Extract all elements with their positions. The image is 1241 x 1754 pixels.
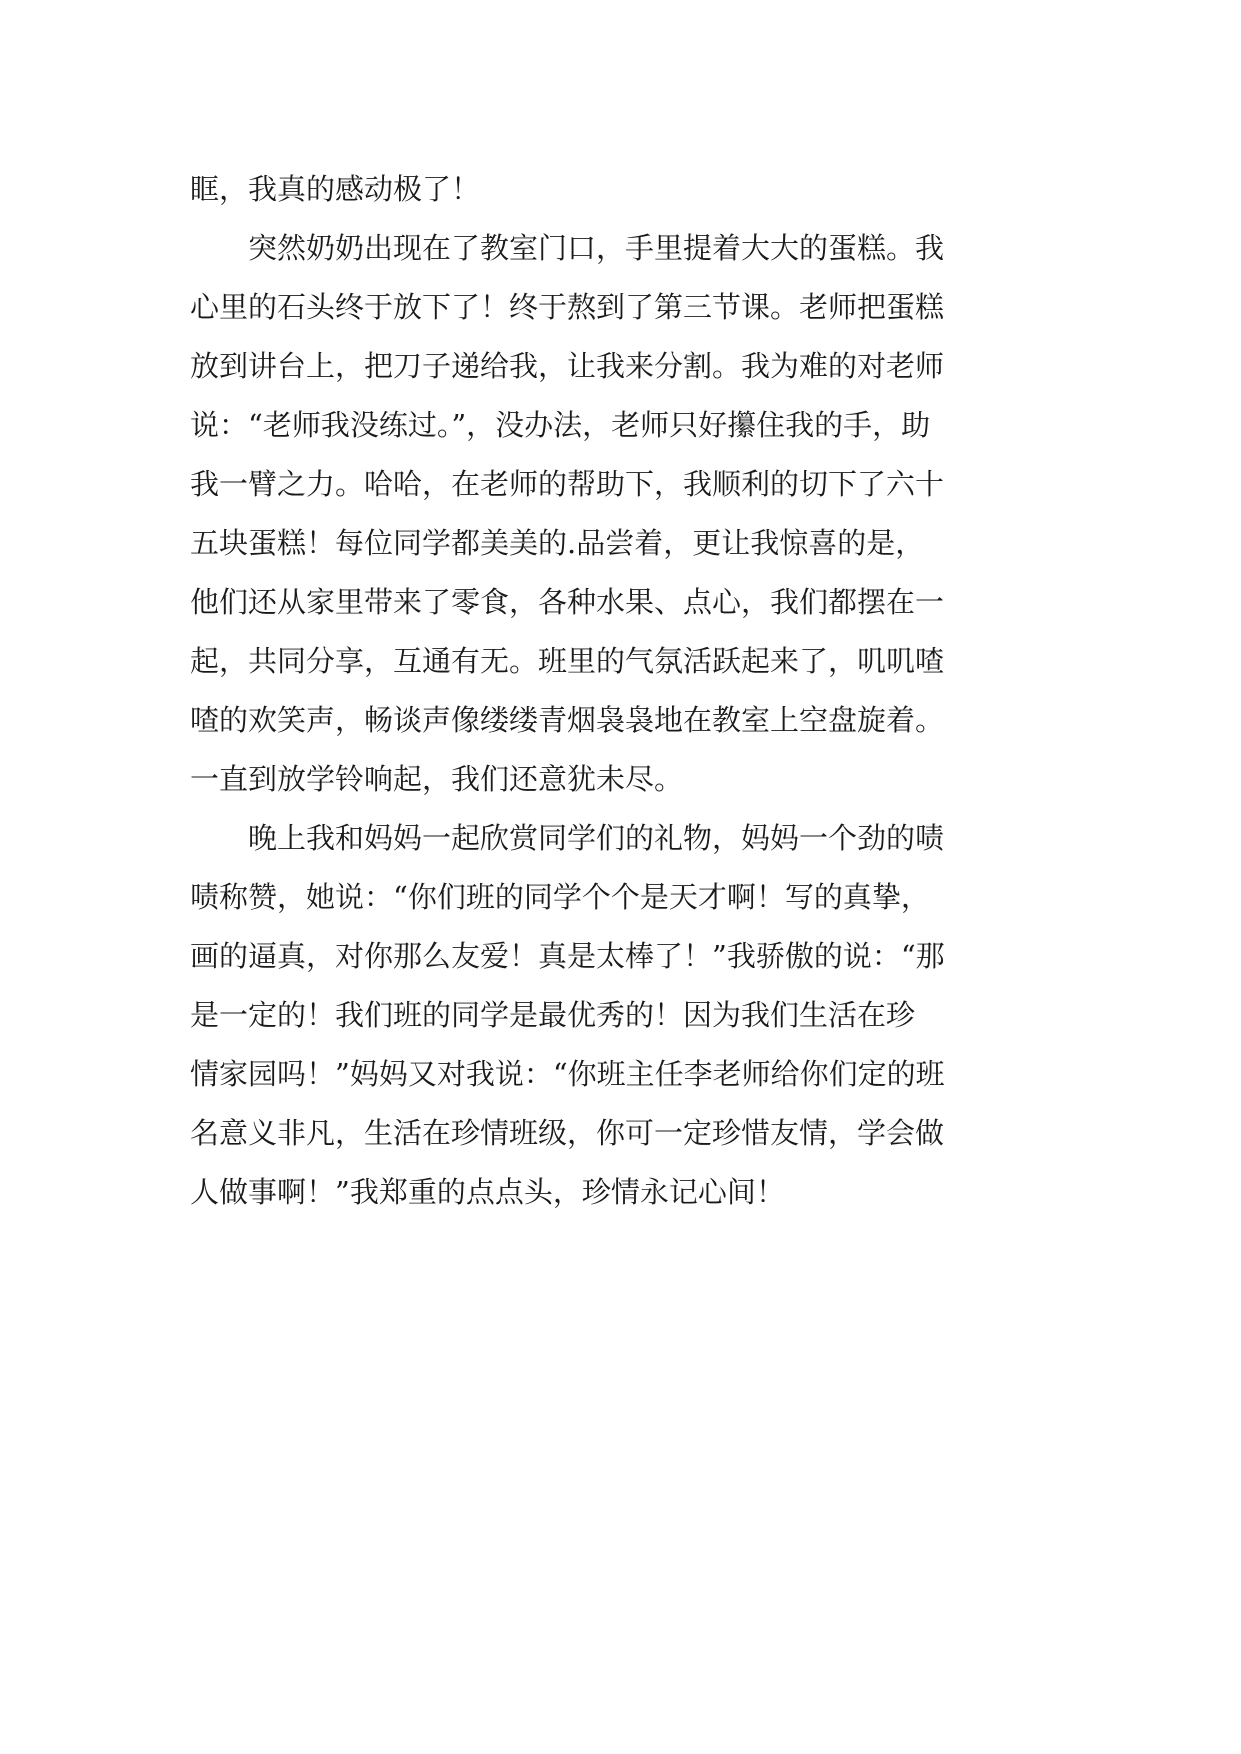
text-line: 说：“老师我没练过。”，没办法，老师只好攥住我的手，助 (190, 408, 931, 442)
essay-text-body (190, 160, 1070, 1222)
text-line: 晚上我和妈妈一起欣赏同学们的礼物，妈妈一个劲的啧 (190, 821, 945, 855)
text-line: 情家园吗！”妈妈又对我说：“你班主任李老师给你们定的班 (190, 1057, 945, 1091)
text-line: 一直到放学铃响起，我们还意犹未尽。 (190, 762, 684, 796)
text-line: 心里的石头终于放下了！终于熬到了第三节课。老师把蛋糕 (190, 290, 945, 324)
text-line: 人做事啊！”我郑重的点点头，珍情永记心间！ (190, 1175, 785, 1209)
text-line: 画的逼真，对你那么友爱！真是太棒了！”我骄傲的说：“那 (190, 939, 945, 973)
text-line: 五块蛋糕！每位同学都美美的.品尝着，更让我惊喜的是， (190, 526, 925, 560)
text-line: 是一定的！我们班的同学是最优秀的！因为我们生活在珍 (190, 998, 916, 1032)
text-line: 起，共同分享，互通有无。班里的气氛活跃起来了，叽叽喳 (190, 644, 945, 678)
text-line: 放到讲台上，把刀子递给我，让我来分割。我为难的对老师 (190, 349, 945, 383)
text-line: 眶，我真的感动极了！ (190, 172, 481, 206)
text-line: 他们还从家里带来了零食，各种水果、点心，我们都摆在一 (190, 585, 945, 619)
text-line: 喳的欢笑声，畅谈声像缕缕青烟袅袅地在教室上空盘旋着。 (190, 703, 945, 737)
text-line: 我一臂之力。哈哈，在老师的帮助下，我顺利的切下了六十 (190, 467, 945, 501)
text-line: 突然奶奶出现在了教室门口，手里提着大大的蛋糕。我 (190, 231, 945, 265)
text-line: 名意义非凡，生活在珍情班级，你可一定珍惜友情，学会做 (190, 1116, 945, 1150)
text-line: 啧称赞，她说：“你们班的同学个个是天才啊！写的真挚， (190, 880, 930, 914)
